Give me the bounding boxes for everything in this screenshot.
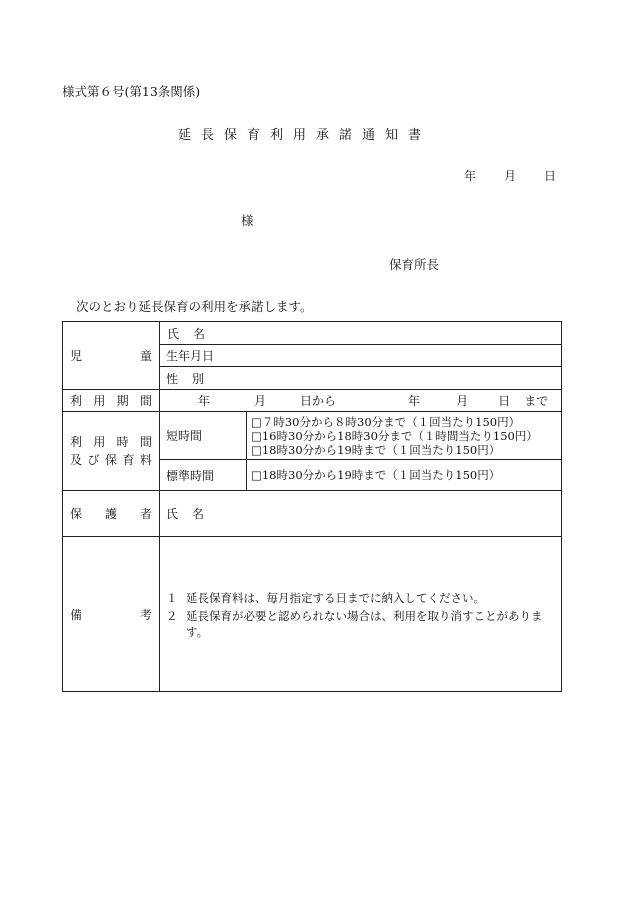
standard-time-options xyxy=(247,460,562,491)
period-label: 利用期間 xyxy=(63,390,160,412)
guardian-name-row xyxy=(160,491,562,537)
usage-label-line1: 利用時間 xyxy=(70,435,152,449)
sender: 保育所長 xyxy=(389,257,440,272)
child-birthdate-row xyxy=(160,345,562,367)
child-name-label: 氏名 xyxy=(167,326,220,341)
remarks-item-text: 延長保育料は、毎月指定する日までに納入してください。 xyxy=(186,591,485,605)
remarks-content xyxy=(160,537,562,692)
short-option-2: □16時30分から18時30分まで（１時間当たり150円） xyxy=(251,428,538,443)
date-year: 年 xyxy=(464,169,477,183)
period-day-from: 日から xyxy=(300,394,337,408)
form-number: 様式第６号(第13条関係) xyxy=(62,84,201,99)
short-option-3: □18時30分から19時まで（１回当たり150円） xyxy=(251,442,501,457)
guardian-label: 保護者 xyxy=(63,491,160,537)
remarks-item xyxy=(166,590,555,606)
remarks-item-number: １ xyxy=(166,591,178,605)
child-name-row xyxy=(160,322,562,345)
date-day: 日 xyxy=(544,169,557,183)
child-sex-label: 性別 xyxy=(166,371,219,386)
period-year: 年 xyxy=(198,394,211,408)
short-time-options xyxy=(247,412,562,460)
usage-label xyxy=(63,412,160,491)
period-row xyxy=(160,390,562,412)
period-month2: 月 xyxy=(456,394,469,408)
guardian-name-label: 氏名 xyxy=(166,507,219,521)
short-option-1: □７時30分から８時30分まで（１回当たり150円） xyxy=(251,414,521,429)
short-time-label: 短時間 xyxy=(160,412,247,460)
child-sex-row xyxy=(160,367,562,390)
recipient-suffix: 様 xyxy=(241,213,254,228)
remarks-item-text: 延長保育が必要と認められない場合は、利用を取り消すことがあります。 xyxy=(186,609,543,639)
usage-label-line2: 及び保育料 xyxy=(70,453,152,467)
child-birthdate-label: 生年月日 xyxy=(166,349,215,363)
standard-option-1: □18時30分から19時まで（１回当たり150円） xyxy=(251,468,501,482)
period-day-to: 日 xyxy=(498,394,511,408)
remarks-label: 備考 xyxy=(63,537,160,692)
standard-time-label: 標準時間 xyxy=(160,460,247,491)
period-until: まで xyxy=(524,394,549,408)
intro-text: 次のとおり延長保育の利用を承諾します。 xyxy=(76,299,313,314)
remarks-item xyxy=(166,608,555,640)
remarks-item-number: ２ xyxy=(166,609,178,623)
date-line xyxy=(464,167,556,184)
date-month: 月 xyxy=(504,169,517,183)
period-year2: 年 xyxy=(408,394,421,408)
document-title: 延長保育利用承諾通知書 xyxy=(178,128,432,143)
period-month: 月 xyxy=(254,394,267,408)
approval-table xyxy=(62,321,562,692)
child-label: 児童 xyxy=(63,322,160,390)
